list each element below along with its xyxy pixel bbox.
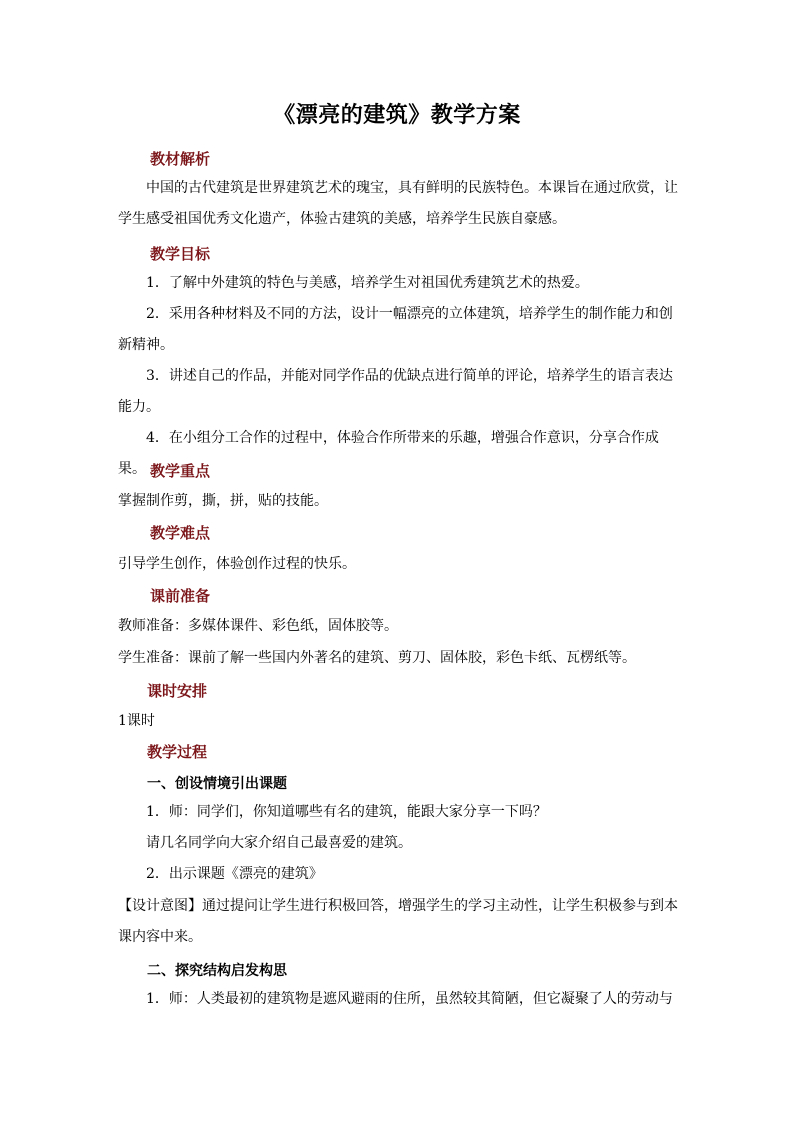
paragraph-difficulty [118,549,678,580]
heading-process: 教学过程 [147,743,208,761]
heading-difficulty: 教学难点 [150,524,211,542]
step-1-a-text: 1．师：同学们，你知道哪些有名的建筑，能跟大家分享一下吗？ [146,804,547,820]
goal-2-text: 2．采用各种材料及不同的方法，设计一幅漂亮的立体建筑，培养学生的制作能力和创新精神。 [118,306,673,353]
paragraph-difficulty-text: 引导学生创作，体验创作过程的快乐。 [118,556,356,572]
paragraph-analysis [118,173,678,235]
heading-prep: 课前准备 [150,587,211,605]
heading-schedule: 课时安排 [147,682,208,700]
step-1-intent [118,891,678,953]
step-1-c [118,859,678,890]
prep-student-text: 学生准备：课前了解一些国内外著名的建筑、剪刀、固体胶，彩色卡纸、瓦楞纸等。 [118,650,636,666]
paragraph-analysis-text: 中国的古代建筑是世界建筑艺术的瑰宝，具有鲜明的民族特色。本课旨在通过欣赏，让学生感受祖国优秀文化遗产，体验古建筑的美感，培养学生民族自豪感。 [118,180,678,227]
paragraph-schedule [118,706,678,737]
step-2-a-text: 1．师：人类最初的建筑物是遮风避雨的住所，虽然较其简陋，但它凝聚了人的劳动与 [146,991,673,1007]
document-title: 《漂亮的建筑》教学方案 [273,102,521,128]
heading-goals: 教学目标 [150,245,211,263]
prep-teacher-text: 教师准备：多媒体课件、彩色纸，固体胶等。 [118,618,398,634]
heading-key: 教学重点 [150,462,211,480]
step-1-b-text: 请几名同学向大家介绍自己最喜爱的建筑。 [146,835,412,851]
schedule-text: 1课时 [118,713,155,729]
goal-4-text: 4．在小组分工合作的过程中，体验合作所带来的乐趣，增强合作意识，分享合作成果。 [118,430,659,477]
paragraph-prep-student [118,643,678,674]
step-1-a [118,797,678,828]
goal-1 [118,268,678,299]
step-2-a [118,984,678,1015]
goal-3-text: 3．讲述自己的作品，并能对同学作品的优缺点进行简单的评论，培养学生的语言表达能力。 [118,368,673,415]
goal-3 [118,361,678,423]
paragraph-prep-teacher [118,611,678,642]
paragraph-key [118,486,678,517]
paragraph-key-text: 掌握制作剪，撕，拼，贴的技能。 [118,493,328,509]
step-1-intent-text: 【设计意图】通过提问让学生进行积极回答，增强学生的学习主动性，让学生积极参与到本课内容中来。 [118,898,678,945]
goal-2 [118,299,678,361]
goal-1-text: 1．了解中外建筑的特色与美感，培养学生对祖国优秀建筑艺术的热爱。 [146,275,589,291]
step-1-b [118,828,678,859]
step-1-heading: 一、创设情境引出课题 [147,776,287,792]
step-2-heading: 二、探究结构启发构思 [147,963,287,979]
step-1-c-text: 2．出示课题《漂亮的建筑》 [146,866,323,882]
heading-analysis: 教材解析 [150,150,211,168]
